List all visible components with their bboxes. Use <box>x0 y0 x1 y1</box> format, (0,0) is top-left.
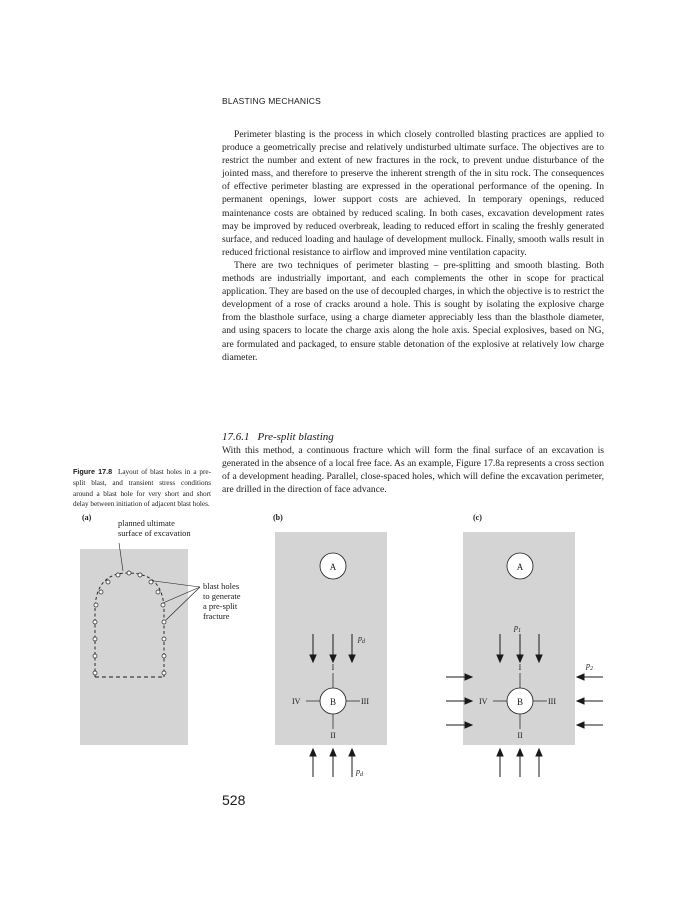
hole-a-label: A <box>516 562 524 572</box>
blast-hole <box>93 654 97 658</box>
panel-a-label: (a) <box>82 513 92 522</box>
blast-hole <box>93 671 97 675</box>
panel-b-label: (b) <box>273 513 283 522</box>
direction-iv: IV <box>292 697 301 706</box>
caption-text: Layout of blast holes in a pre-split blast, and transient stress conditions around a blast hole for very short and short delay between initiation of adjacent blast holes. <box>73 468 212 509</box>
running-head: BLASTING MECHANICS <box>222 96 322 106</box>
figure-panel-c <box>440 513 610 783</box>
paragraph-perimeter-blasting: Perimeter blasting is the process in which closely controlled blasting practices are applied to produce a geometrically precise and relatively undisturbed ultimate surface. The objectives are to restrict the number and extent of new fractures in the rock, to prevent undue disturbance of the jointed mass, and therefore to preserve the inherent strength of the in situ rock. The consequences of effective perimeter blasting are expressed in the operational performance of the opening. In permanent openings, lower support costs are achieved. In temporary openings, reduced maintenance costs are obtained by reduced scaling. In both cases, excavation development rates may be improved by reduced overbreak, leading to reduced effort in scaling the freshly generated surface, and reduced loading and haulage of development mullock. Finally, smooth walls result in reduced frictional resistance to airflow and improved mine ventilation capacity. <box>222 129 604 258</box>
blast-hole <box>99 590 103 594</box>
blast-hole <box>149 580 153 584</box>
note-surface-line-2: surface of excavation <box>118 528 191 538</box>
panel-c-label: (c) <box>473 513 482 522</box>
page-number: 528 <box>222 792 246 808</box>
paragraph-techniques: There are two techniques of perimeter blasting – pre-splitting and smooth blasting. Both methods are industrially important, and each complements the other in scope for practical application. They are based on the use of decoupled charges, in which the objective is to restrict the development of a rose of cracks around a hole. This is sought by isolating the explosive charge from the blasthole surface, using a charge diameter appreciably less than the blasthole diameter, and using spacers to locate the charge axis along the hole axis. Special explosives, based on NG, are formulated and packaged, to ensure stable detonation of the explosive at relatively low charge diameter. <box>222 259 604 363</box>
rock-region <box>80 549 188 745</box>
panel-a-drawing <box>78 513 263 748</box>
blast-hole <box>106 580 110 584</box>
blast-hole <box>94 603 98 607</box>
direction-ii: II <box>517 731 523 740</box>
direction-iv: IV <box>479 697 488 706</box>
note-holes-line-2: to generate <box>203 591 241 601</box>
caption-label: Figure 17.8 <box>73 467 113 476</box>
direction-iii: III <box>548 697 556 706</box>
note-holes-line-4: fracture <box>203 611 230 621</box>
hole-b-label: B <box>516 697 524 707</box>
direction-i: I <box>331 663 335 672</box>
pd-label-bottom: $p_d$ <box>356 767 363 778</box>
note-surface-line-1: planned ultimate <box>118 518 175 528</box>
blast-hole <box>162 654 166 658</box>
blast-hole <box>156 590 160 594</box>
direction-i: I <box>518 663 522 672</box>
blast-hole <box>162 671 166 675</box>
note-holes-line-3: a pre-split <box>203 601 238 611</box>
blast-hole <box>116 573 120 577</box>
section-heading <box>222 431 342 443</box>
stress-arrows-up <box>497 749 542 777</box>
panel-b-drawing <box>272 513 392 783</box>
note-holes-line-1: blast holes <box>203 581 240 591</box>
blast-hole <box>162 620 166 624</box>
body-text <box>222 128 604 364</box>
blast-hole <box>161 603 165 607</box>
blast-hole <box>162 637 166 641</box>
blast-hole <box>127 571 131 575</box>
figure-panel-b <box>272 513 392 783</box>
figure-caption <box>73 467 211 510</box>
p1-label: $p_1$ <box>514 623 521 634</box>
panel-c-drawing <box>440 513 610 783</box>
p2-label: $p_2$ <box>586 661 593 672</box>
direction-ii: II <box>330 731 336 740</box>
blast-hole <box>93 637 97 641</box>
figure-panel-a <box>78 513 263 748</box>
blast-hole <box>138 573 142 577</box>
hole-a-label: A <box>329 562 337 572</box>
blast-hole <box>93 620 97 624</box>
section-title: Pre-split blasting <box>257 431 334 443</box>
stress-arrows-up <box>310 749 355 777</box>
direction-iii: III <box>361 697 369 706</box>
hole-b-label: B <box>329 697 337 707</box>
section-text: With this method, a continuous fracture which will form the final surface of an excavation is generated in the absence of a local free face. As an example, Figure 17.8a represents a cross section of a development heading. Parallel, close-spaced holes, which will define the excavation perimeter, are drilled in the direction of face advance. <box>222 445 604 496</box>
pd-label-top: $p_d$ <box>358 634 365 645</box>
section-number: 17.6.1 <box>222 431 250 443</box>
stress-arrows-left <box>577 674 603 728</box>
